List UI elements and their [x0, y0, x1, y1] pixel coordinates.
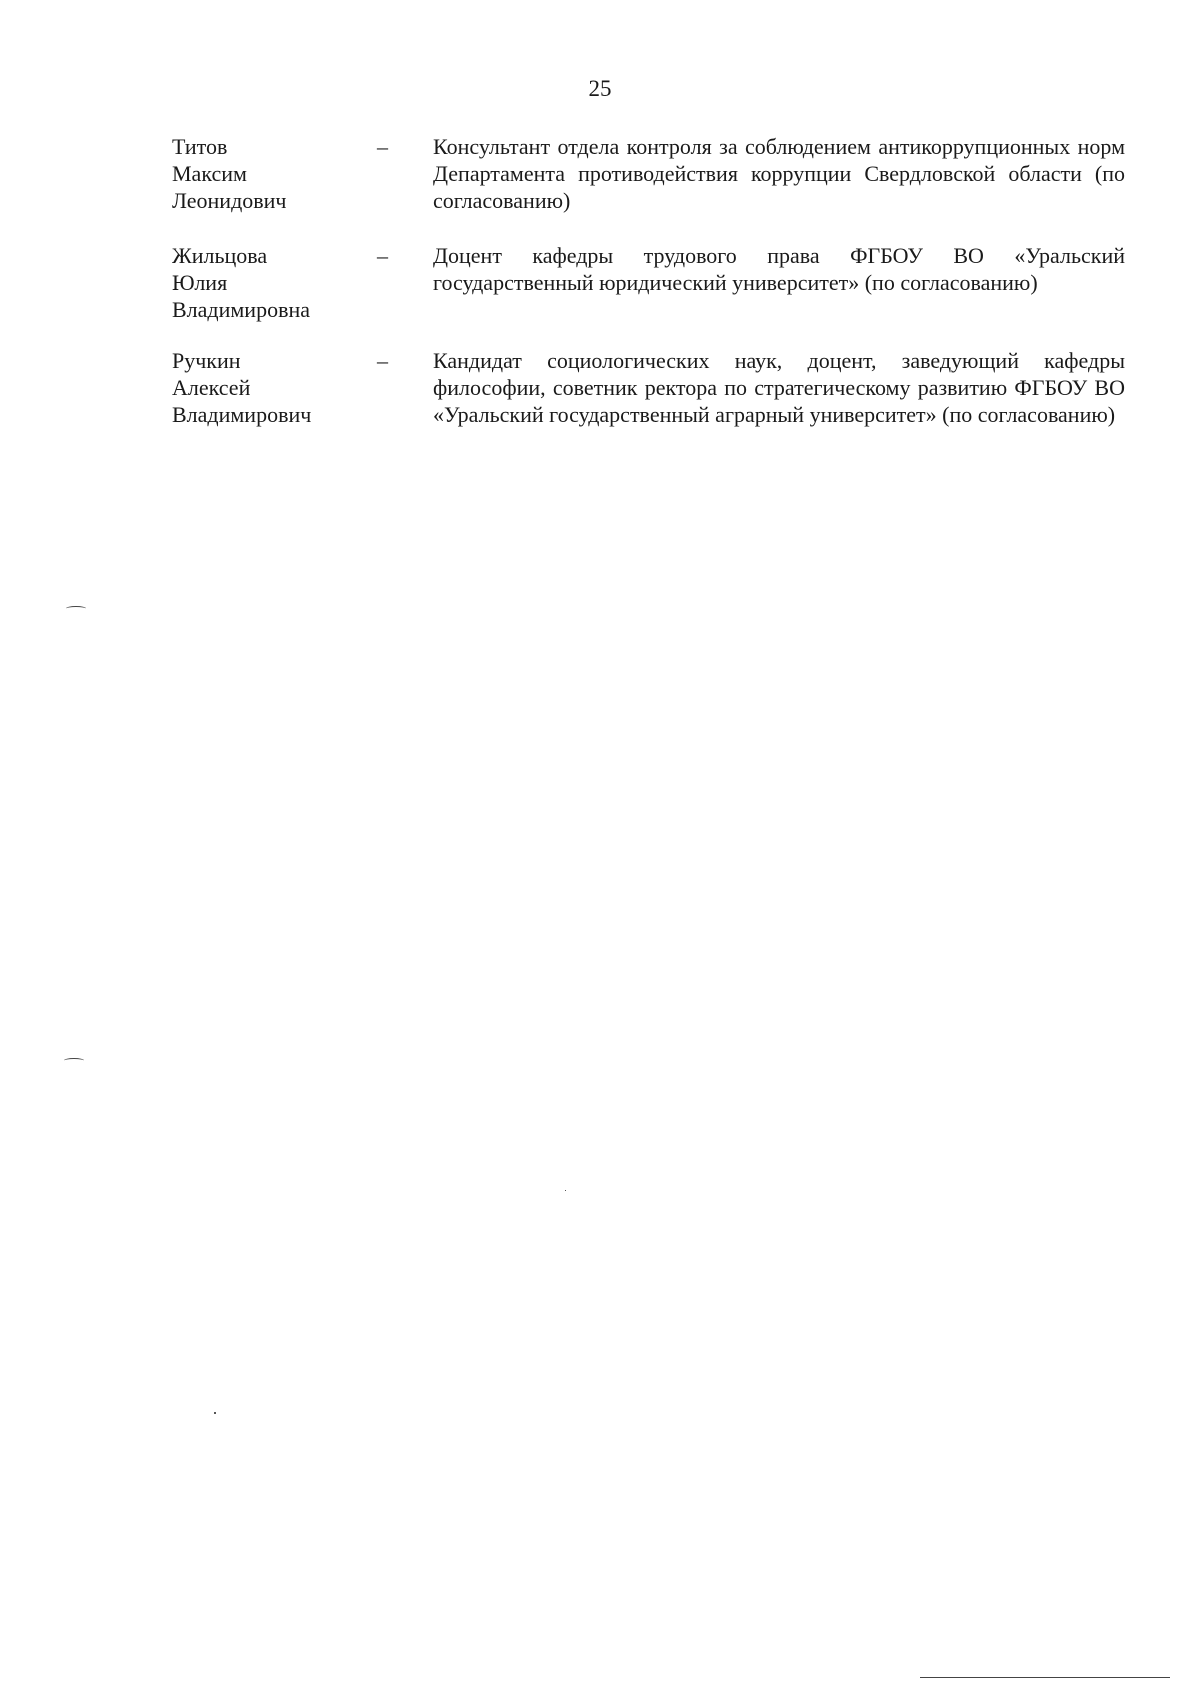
member-name	[172, 242, 377, 323]
member-first-name: Юлия	[172, 270, 228, 295]
member-description: Доцент кафедры трудового права ФГБОУ ВО «Уральский государственный юридический университет» (по согласованию)	[433, 243, 1125, 295]
member-name	[172, 347, 377, 428]
member-entry	[172, 242, 1132, 323]
member-description: Кандидат социологических наук, доцент, заведующий кафедры философии, советник ректора по стратегическому развитию ФГБОУ ВО «Уральский государственный аграрный университет» (по согласованию)	[433, 348, 1125, 427]
member-patronymic: Владимирович	[172, 402, 312, 427]
scan-artifact-dot	[214, 1412, 216, 1414]
member-surname: Титов	[172, 134, 228, 159]
dash-separator: –	[377, 348, 388, 373]
member-patronymic: Владимировна	[172, 297, 311, 322]
member-first-name: Максим	[172, 161, 247, 186]
scan-artifact-mark	[66, 606, 86, 611]
dash-separator: –	[377, 243, 388, 268]
scan-artifact-mark	[64, 1058, 84, 1063]
scan-artifact-dot	[565, 1190, 566, 1191]
member-entry	[172, 133, 1132, 214]
scan-artifact-footer-line	[920, 1677, 1170, 1678]
member-entry	[172, 347, 1132, 428]
member-first-name: Алексей	[172, 375, 251, 400]
member-surname: Ручкин	[172, 348, 241, 373]
member-description: Консультант отдела контроля за соблюдением антикоррупционных норм Департамента противодействия коррупции Свердловской области (по согласованию)	[433, 134, 1125, 213]
page-number: 25	[588, 76, 612, 101]
commission-members-list	[172, 133, 1132, 456]
member-surname: Жильцова	[172, 243, 268, 268]
member-name	[172, 133, 377, 214]
member-patronymic: Леонидович	[172, 188, 287, 213]
dash-separator: –	[377, 134, 388, 159]
